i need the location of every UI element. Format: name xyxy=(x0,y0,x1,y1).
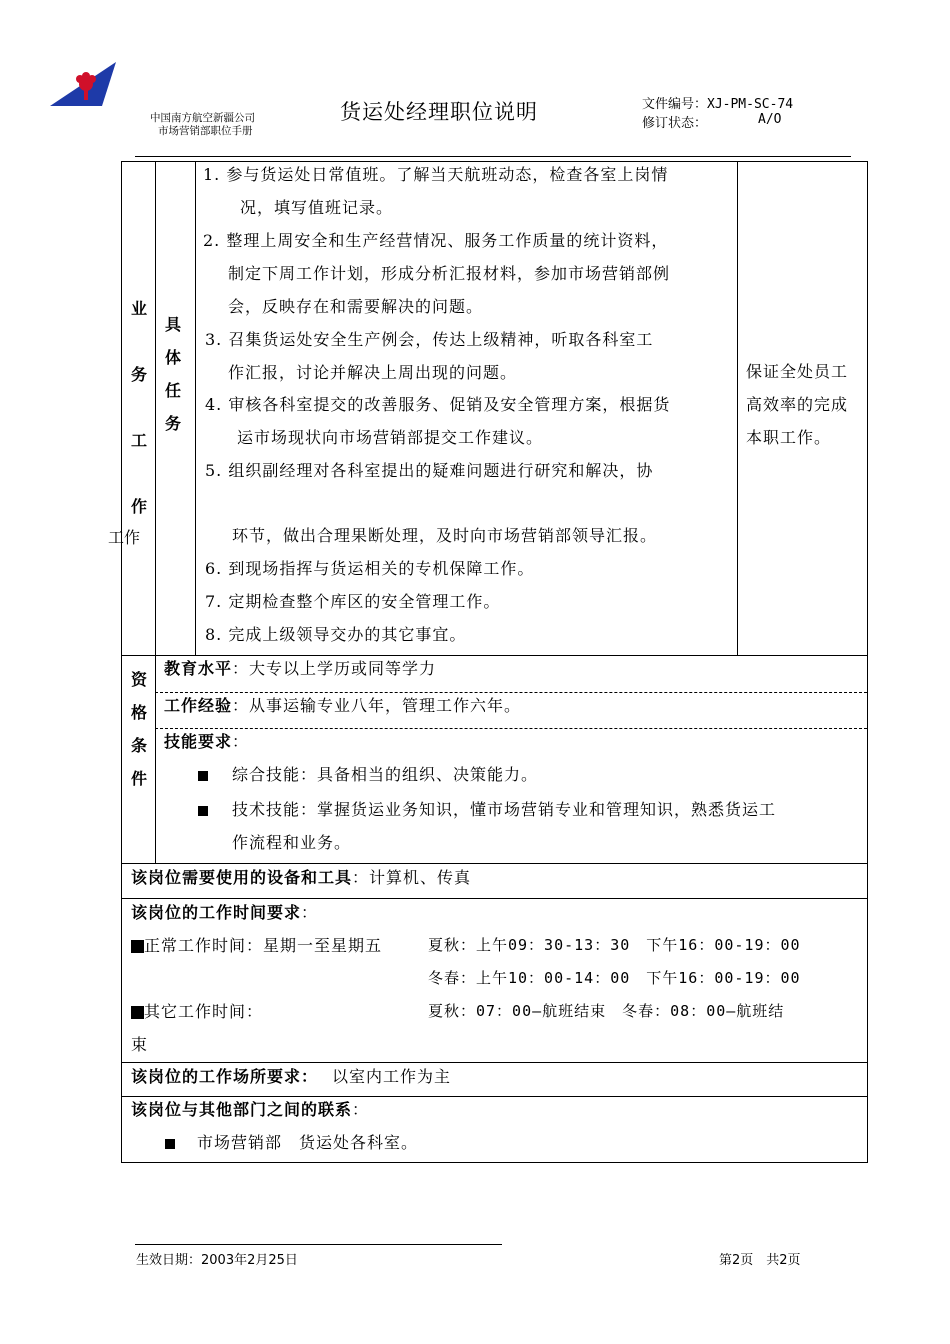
skill-text: 综合技能：具备相当的组织、决策能力。 xyxy=(232,765,539,784)
business-label-char: 业 xyxy=(130,299,147,318)
qualification-label-char: 格 xyxy=(130,703,147,722)
winter-spring-hours: 冬春：上午10：00-14：00 下午16：00-19：00 xyxy=(428,969,801,987)
skills-row xyxy=(164,725,249,758)
summer-autumn-hours: 夏秋：上午09：30-13：30 下午16：00-19：00 xyxy=(428,936,801,954)
education-row xyxy=(164,652,436,685)
task-line: 4. 审核各科室提交的改善服务、促销及安全管理方案，根据货 xyxy=(205,395,671,414)
task-line: 制定下周工作计划，形成分析汇报材料，参加市场营销部例 xyxy=(228,264,671,283)
task-line: 3. 召集货运处安全生产例会，传达上级精神，听取各科室工 xyxy=(205,330,654,349)
other-time-value: 夏秋：07：00—航班结束 冬春：08：00—航班结 xyxy=(428,1002,785,1020)
bullet-square-icon xyxy=(131,940,144,953)
task-line: 6. 到现场指挥与货运相关的专机保障工作。 xyxy=(205,559,535,578)
education-value: ：大专以上学历或同等学力 xyxy=(232,659,437,678)
worktime-colon: ： xyxy=(301,903,319,922)
bullet-square-icon xyxy=(165,1139,175,1149)
skill-item xyxy=(198,793,776,826)
task-line: 7. 定期检查整个库区的安全管理工作。 xyxy=(205,592,501,611)
other-time-row xyxy=(131,995,263,1028)
relations-row xyxy=(131,1093,369,1126)
responsibility-line: 保证全处员工 xyxy=(746,362,849,381)
task-label-char: 任 xyxy=(164,381,181,400)
doc-number: 文件编号：XJ-PM-SC-74 xyxy=(642,97,794,112)
manual-name: 市场营销部职位手册 xyxy=(158,125,253,137)
normal-time-label: 正常工作时间：星期一至星期五 xyxy=(144,936,383,955)
skills-label: 技能要求 xyxy=(164,732,233,751)
skills-colon: ： xyxy=(232,732,250,751)
page-title: 货运处经理职位说明 xyxy=(340,100,538,124)
workplace-row xyxy=(131,1060,451,1093)
business-label-char: 工 xyxy=(130,431,147,450)
education-label: 教育水平 xyxy=(164,659,233,678)
skill-text: 技术技能：掌握货运业务知识，懂市场营销专业和管理知识，熟悉货运工 xyxy=(232,800,777,819)
company-logo-icon xyxy=(50,62,118,110)
task-line: 5. 组织副经理对各科室提出的疑难问题进行研究和解决，协 xyxy=(205,461,654,480)
header-divider xyxy=(135,156,851,157)
equipment-label: 该岗位需要使用的设备和工具 xyxy=(131,868,353,887)
worktime-label: 该岗位的工作时间要求 xyxy=(131,903,302,922)
task-line: 会，反映存在和需要解决的问题。 xyxy=(228,297,484,316)
normal-time-row xyxy=(131,929,382,962)
row-divider-dashed xyxy=(155,728,867,729)
skill-item xyxy=(198,758,538,791)
other-time-tail: 束 xyxy=(131,1035,149,1054)
relations-value: 市场营销部 货运处各科室。 xyxy=(197,1133,419,1152)
qualification-label-char: 资 xyxy=(130,670,147,689)
col-divider xyxy=(737,162,738,655)
workplace-value: 以室内工作为主 xyxy=(332,1067,452,1086)
task-line: 况，填写值班记录。 xyxy=(240,198,394,217)
task-line: 1. 参与货运处日常值班。了解当天航班动态，检查各室上岗情 xyxy=(203,165,669,184)
revision-label: 修订状态： xyxy=(642,116,708,131)
bullet-square-icon xyxy=(198,806,208,816)
relations-item xyxy=(165,1126,418,1159)
bullet-square-icon xyxy=(131,1006,144,1019)
company-name: 中国南方航空新疆公司 xyxy=(150,112,255,124)
worktime-row xyxy=(131,896,318,929)
responsibility-line: 高效率的完成 xyxy=(746,395,849,414)
col-divider xyxy=(155,655,156,863)
task-label-char: 具 xyxy=(164,315,181,334)
col-divider xyxy=(155,162,156,655)
footer-divider xyxy=(135,1244,502,1245)
task-line: 8. 完成上级领导交办的其它事宜。 xyxy=(205,625,467,644)
col-divider xyxy=(195,162,196,655)
relations-colon: ： xyxy=(352,1100,370,1119)
task-line: 2. 整理上周安全和生产经营情况、服务工作质量的统计资料， xyxy=(203,231,669,250)
business-label-char: 作 xyxy=(130,497,147,516)
business-label-char: 务 xyxy=(130,365,147,384)
task-line: 运市场现状向市场营销部提交工作建议。 xyxy=(237,428,544,447)
effective-date: 生效日期：2003年2月25日 xyxy=(136,1253,298,1268)
relations-label: 该岗位与其他部门之间的联系 xyxy=(131,1100,353,1119)
responsibility-line: 本职工作。 xyxy=(746,428,832,447)
page-info: 第2页 共2页 xyxy=(719,1253,801,1268)
equipment-value: ：计算机、传真 xyxy=(352,868,472,887)
bullet-square-icon xyxy=(198,771,208,781)
qualification-label-char: 条 xyxy=(130,736,147,755)
workplace-label: 该岗位的工作场所要求： xyxy=(131,1067,319,1086)
experience-row xyxy=(164,689,521,722)
stray-label: 工作 xyxy=(108,528,141,547)
revision-value: A/O xyxy=(758,112,782,127)
equipment-row xyxy=(131,861,471,894)
qualification-label-char: 件 xyxy=(130,769,147,788)
experience-value: ：从事运输专业八年，管理工作六年。 xyxy=(232,696,522,715)
task-line: 作汇报，讨论并解决上周出现的问题。 xyxy=(228,363,518,382)
other-time-label: 其它工作时间： xyxy=(144,1002,264,1021)
task-label-char: 体 xyxy=(164,348,181,367)
skill-text-cont: 作流程和业务。 xyxy=(232,833,352,852)
task-line: 环节，做出合理果断处理，及时向市场营销部领导汇报。 xyxy=(232,526,658,545)
experience-label: 工作经验 xyxy=(164,696,233,715)
task-label-char: 务 xyxy=(164,414,181,433)
